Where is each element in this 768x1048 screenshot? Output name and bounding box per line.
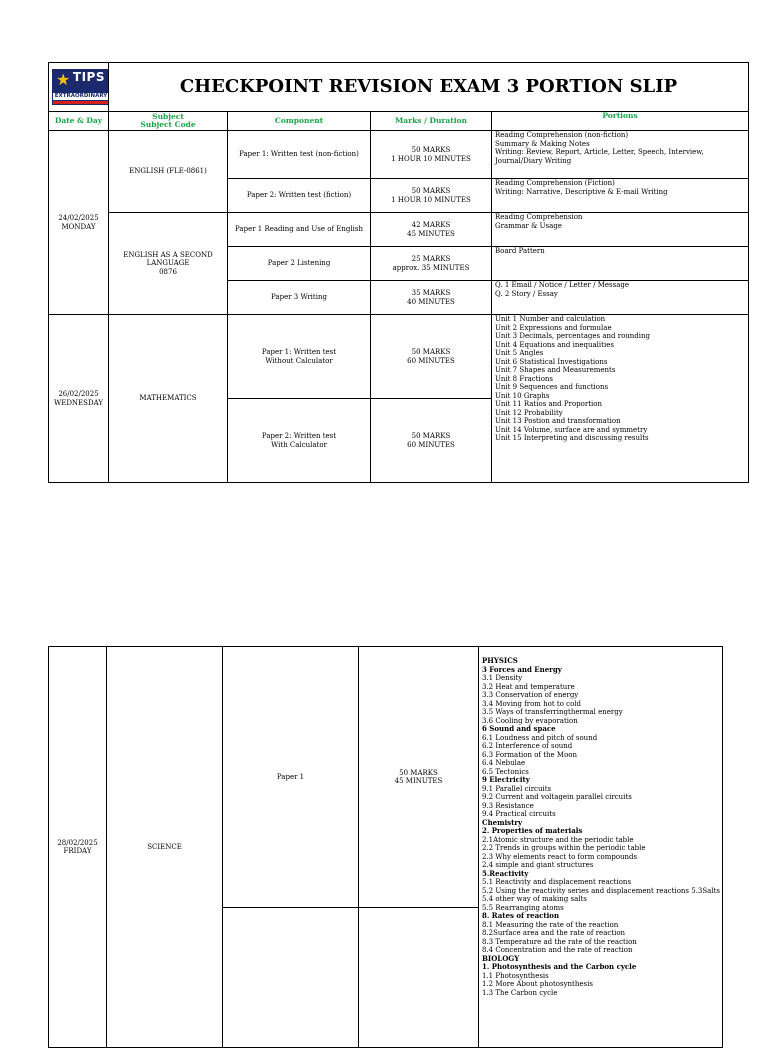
portion-heading: 1. Photosynthesis and the Carbon cycle [482,962,637,971]
component-cell: Paper 3 Writing [228,281,371,315]
portions-cell [479,647,723,1048]
table-row [49,131,749,179]
marks-value: 50 MARKS [411,348,451,356]
component-cell: Paper 1 [223,647,359,908]
table-row [49,213,749,247]
column-header-row [49,112,749,131]
duration-value: 60 MINUTES [407,440,455,449]
marks-value: 50 MARKS [399,768,438,777]
marks-cell [371,213,492,247]
marks-value: 42 MARKS [411,221,451,229]
portion-item: 5.5 Rearranging atoms [482,903,564,912]
marks-cell [359,908,479,1048]
portion-slip-table [48,62,749,483]
logo-stripe [53,101,109,104]
duration-value: approx. 35 MINUTES [392,263,470,272]
marks-cell [371,131,492,179]
portion-item: 2.2 Trends in groups within the periodic table [482,844,646,852]
component-cell: Paper 2 Listening [228,247,371,281]
portion-item: 6.5 Tectonics [482,767,529,776]
portion-heading: Chemistry [482,817,523,827]
logo-text: TIPS [72,70,105,84]
portion-item: 3.5 Ways of transferringthermal energy [482,708,623,716]
portion-item: 8.4 Concentration and the rate of reaction [482,946,633,954]
table-row [49,647,723,908]
marks-cell [371,247,492,281]
component-cell: Paper 1 Reading and Use of English [228,213,371,247]
col-subject-line2: Subject Code [140,120,196,129]
component-cell [223,908,359,1048]
portions-cell [492,315,749,483]
col-subject [109,112,228,131]
col-marks-duration: Marks / Duration [371,112,492,131]
portion-item: 8.2Surface area and the rate of reaction [482,929,626,937]
col-component: Component [228,112,371,131]
portion-item: Writing: Narrative, Descriptive & E-mail Writing [495,187,668,196]
portion-item: 1.3 The Carbon cycle [482,988,558,997]
portion-item: Unit 12 Probability [495,408,563,417]
portion-item: Unit 10 Graphs [495,391,550,400]
exam-day: MONDAY [61,222,96,231]
duration-value: 45 MINUTES [394,777,443,785]
portion-heading: 6 Sound and space [482,724,556,733]
portion-item: 3.6 Cooling by evaporation [482,716,578,725]
date-cell [49,315,109,483]
portion-heading: BIOLOGY [482,953,520,963]
portion-heading: 9 Electricity [482,775,530,784]
portion-item: 2.1Atomic structure and the periodic table [482,835,634,844]
portions-cell [492,131,749,179]
portion-item: 3.1 Density [482,674,523,682]
exam-date: 24/02/2025 [58,214,99,222]
portion-item: 8.1 Measuring the rate of the reaction [482,920,619,929]
duration-value: 1 HOUR 10 MINUTES [391,154,471,163]
component-line: With Calculator [271,440,327,449]
subject-cell: MATHEMATICS [109,315,228,483]
portion-item: Q. 1 Email / Notice / Letter / Message [495,281,629,289]
portion-item: Reading Comprehension (Fiction) [495,179,615,187]
portion-item: 2.3 Why elements react to form compounds [482,852,638,861]
portion-item: Unit 4 Equations and inequalities [495,340,614,349]
marks-cell [371,281,492,315]
subject-cell [109,213,228,315]
portion-item: Summary & Making Notes [495,139,590,148]
subject-cell: SCIENCE [107,647,223,1048]
page-title: CHECKPOINT REVISION EXAM 3 PORTION SLIP [109,63,749,112]
tips-logo [52,69,109,105]
subject-cell: ENGLISH (FLE-0861) [109,131,228,213]
portion-item: 3.2 Heat and temperature [482,682,575,691]
portion-item: 1.1 Photosynthesis [482,971,549,980]
portion-item: Grammar & Usage [495,221,562,230]
col-date-day: Date & Day [49,112,109,131]
table-row [49,315,749,399]
component-line: Paper 1: Written test [261,348,337,356]
portion-item: 6.2 Interference of sound [482,742,573,750]
duration-value: 45 MINUTES [407,229,455,238]
portion-item: Unit 14 Volume, surface are and symmetry [495,425,648,434]
portion-item: 9.3 Resistance [482,801,534,810]
duration-value: 40 MINUTES [407,297,455,306]
portion-heading: 2. Properties of materials [482,826,583,835]
exam-day: WEDNESDAY [54,398,103,407]
duration-value: 60 MINUTES [407,356,455,365]
portion-item: 3.4 Moving from hot to cold [482,699,582,708]
portion-item: Unit 2 Expressions and formulae [495,323,612,332]
component-cell: Paper 1: Written test (non-fiction) [228,131,371,179]
portion-heading: PHYSICS [482,656,518,665]
logo-subtext: EXTRAORDINARY [54,93,108,99]
portion-item: Unit 3 Decimals, percentages and rounding [495,332,651,340]
portion-item: Journal/Diary Writing [495,156,572,165]
portion-item: Writing: Review, Report, Article, Letter, Speech, Interview, [495,148,704,156]
portion-item: Unit 13 Postion and transformation [495,417,621,425]
portion-item: Unit 11 Ratios and Proportion [495,400,602,408]
exam-date: 26/02/2025 [58,390,99,398]
star-icon: ★ [56,70,71,89]
component-cell: Paper 2: Written test (fiction) [228,179,371,213]
portion-item: 5.4 other way of making salts [482,895,587,903]
portion-item: Reading Comprehension [495,213,583,221]
portion-item: 5.2 Using the reactivity series and displacement reactions 5.3Salts [482,886,720,895]
portion-item: Unit 1 Number and calculation [495,315,606,323]
exam-date: 28/02/2025 [57,838,98,847]
col-subject-line1: Subject [152,111,184,121]
marks-value: 35 MARKS [411,289,451,297]
component-line: Paper 2: Written test [261,432,337,440]
logo-cell [49,63,109,112]
marks-value: 50 MARKS [411,146,451,154]
portions-cell [492,213,749,247]
duration-value: 1 HOUR 10 MINUTES [391,195,471,204]
portion-item: 2.4 simple and giant structures [482,861,594,869]
subject-code: 0876 [159,267,177,276]
marks-cell [371,399,492,483]
component-cell [228,399,371,483]
portion-item: 6.4 Nebulae [482,759,526,767]
marks-cell [359,647,479,908]
portion-item: Unit 6 Statistical Investigations [495,357,608,366]
portions-cell [492,281,749,315]
portion-item: Unit 8 Fractions [495,374,554,383]
portion-item: 9.1 Parallel circuits [482,784,552,793]
exam-day: FRIDAY [63,847,92,855]
science-portion-table [48,646,723,1048]
portion-item: 6.1 Loudness and pitch of sound [482,733,598,742]
date-cell [49,647,107,1048]
portion-item: Unit 15 Interpreting and discussing results [495,434,649,442]
portion-item: Q. 2 Story / Essay [495,289,558,298]
marks-value: 50 MARKS [411,187,451,195]
marks-value: 25 MARKS [411,255,451,263]
subject-line: ENGLISH AS A SECOND [123,250,213,259]
portion-item: 1.2 More About photosynthesis [482,980,593,988]
portion-item: 5.1 Reactivity and displacement reactions [482,878,632,886]
portion-heading: 3 Forces and Energy [482,664,562,674]
portion-item: Reading Comprehension (non-fiction) [495,131,629,139]
col-portions: Portions [492,112,749,131]
portion-item: Unit 9 Sequences and functions [495,383,609,391]
subject-line: LANGUAGE [146,259,190,268]
portion-item: 9.2 Current and voltagein parallel circuits [482,793,632,801]
marks-cell [371,179,492,213]
portion-item: Board Pattern [495,247,545,255]
component-cell [228,315,371,399]
date-cell [49,131,109,315]
portion-item: 8.3 Temperature ad the rate of the reaction [482,937,637,946]
marks-cell [371,315,492,399]
component-line: Without Calculator [265,356,333,365]
portions-cell [492,247,749,281]
portion-item: 9.4 Practical circuits [482,810,556,818]
portions-cell [492,179,749,213]
portion-item: Unit 7 Shapes and Measurements [495,366,616,374]
portion-heading: 5.Reactivity [482,868,529,878]
portion-item: 6.3 Formation of the Moon [482,750,578,759]
portion-heading: 8. Rates of reaction [482,911,560,920]
marks-value: 50 MARKS [411,432,451,440]
portion-item: Unit 5 Angles [495,349,544,357]
portion-item: 3.3 Conservation of energy [482,691,579,699]
